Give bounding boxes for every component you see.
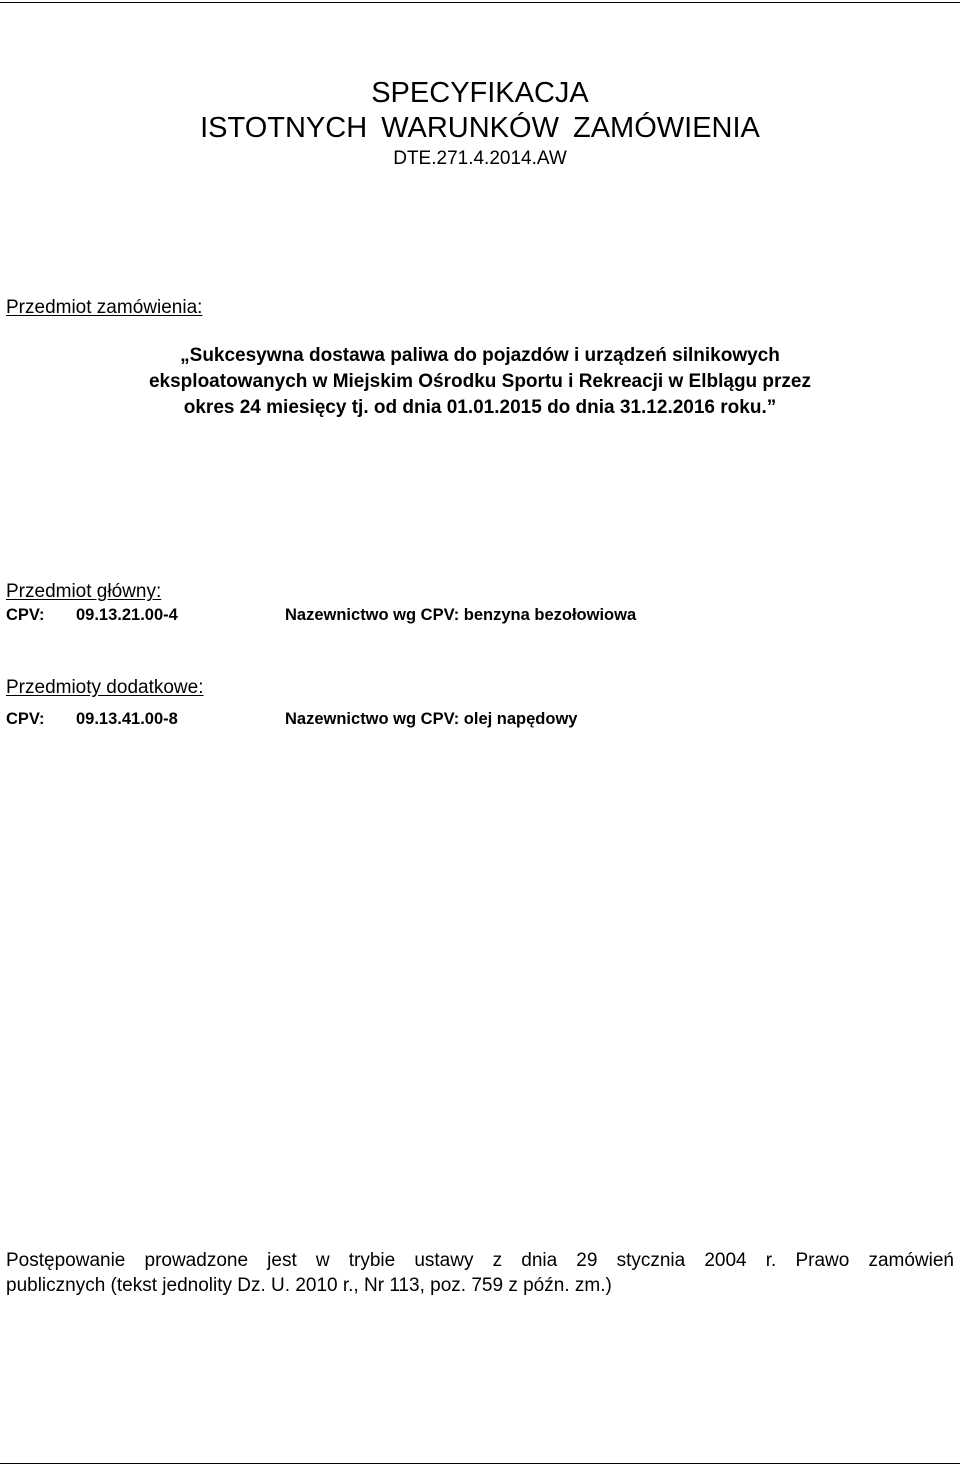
bottom-rule xyxy=(0,1463,960,1464)
subject-description xyxy=(20,343,940,421)
additional-item-cpv-name: Nazewnictwo wg CPV: olej napędowy xyxy=(285,710,578,728)
additional-item-cpv-label: CPV: xyxy=(6,710,45,728)
additional-item-cpv-code: 09.13.41.00-8 xyxy=(76,710,178,728)
subject-line3: okres 24 miesięcy tj. od dnia 01.01.2015 do dnia 31.12.2016 roku.” xyxy=(183,397,777,418)
procedure-line2: publicznych (tekst jednolity Dz. U. 2010 r., Nr 113, poz. 759 z późn. zm.) xyxy=(6,1275,612,1296)
title-block xyxy=(0,76,960,172)
subject-line1: „Sukcesywna dostawa paliwa do pojazdów i urządzeń silnikowych xyxy=(180,345,780,366)
document-title-line1: SPECYFIKACJA xyxy=(371,77,589,109)
subject-label: Przedmiot zamówienia: xyxy=(6,297,203,318)
top-rule xyxy=(0,2,960,3)
main-item-cpv-code: 09.13.21.00-4 xyxy=(76,606,178,624)
additional-items-label: Przedmioty dodatkowe: xyxy=(6,677,204,698)
main-item-cpv-name: Nazewnictwo wg CPV: benzyna bezołowiowa xyxy=(285,606,637,624)
subject-line2: eksploatowanych w Miejskim Ośrodku Sportu i Rekreacji w Elblągu przez xyxy=(148,371,811,392)
procedure-statement xyxy=(6,1248,954,1298)
document-number: DTE.271.4.2014.AW xyxy=(393,148,567,169)
main-item-cpv-label: CPV: xyxy=(6,606,45,624)
document-title-line2: ISTOTNYCH WARUNKÓW ZAMÓWIENIA xyxy=(200,112,760,144)
main-item-label: Przedmiot główny: xyxy=(6,581,162,602)
procedure-line1: Postępowanie prowadzone jest w trybie ustawy z dnia 29 stycznia 2004 r. Prawo zamówień xyxy=(6,1250,954,1271)
